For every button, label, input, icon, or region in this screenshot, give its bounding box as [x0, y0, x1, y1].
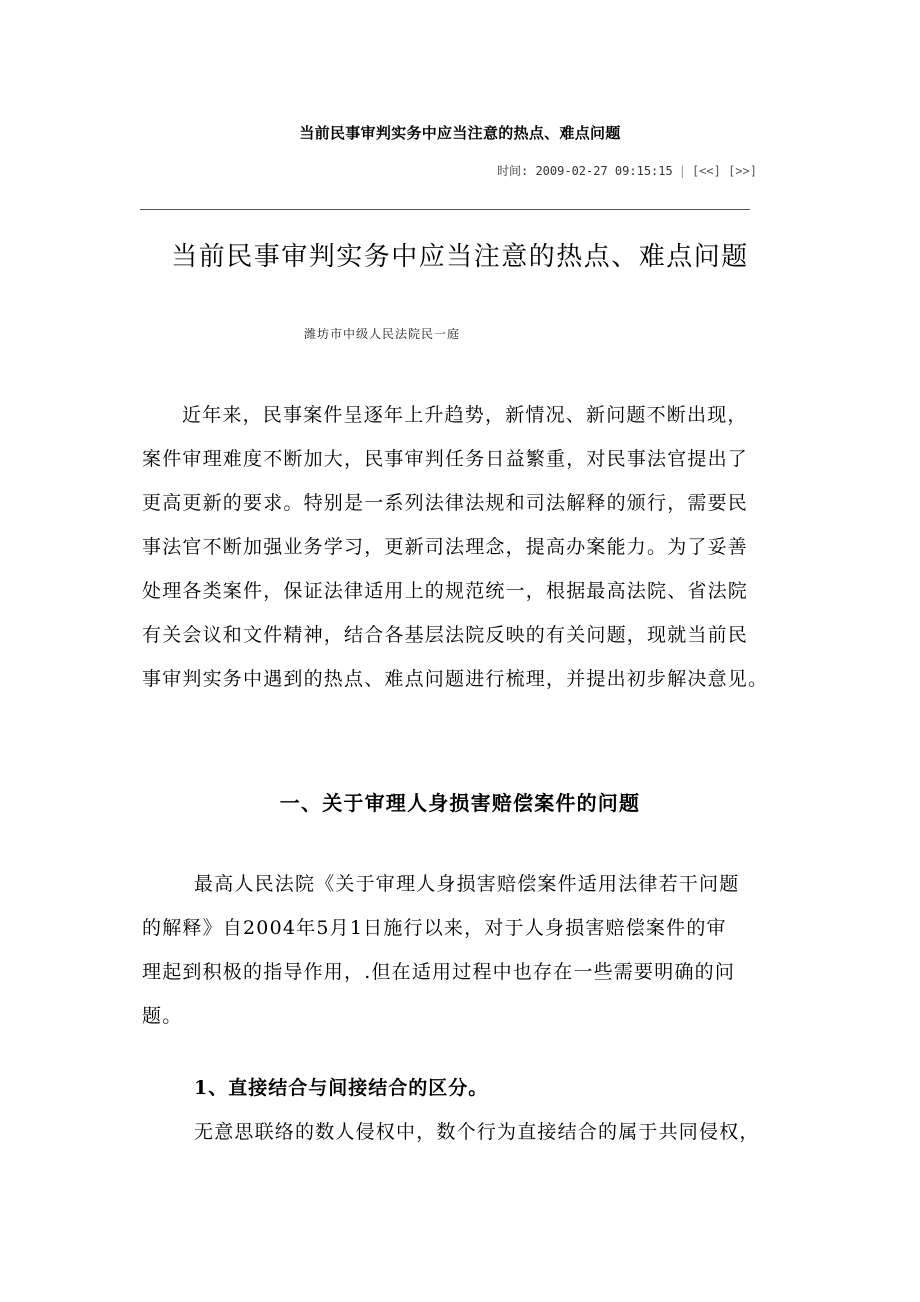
section-line: 最高人民法院《关于审理人身损害赔偿案件适用法律若干问题 — [194, 873, 740, 895]
intro-line: 有关会议和文件精神，结合各基层法院反映的有关问题，现就当前民 — [142, 624, 749, 646]
next-link[interactable]: [>>] — [728, 164, 757, 178]
post-meta — [497, 162, 757, 179]
header-title: 当前民事审判实务中应当注意的热点、难点问题 — [299, 124, 621, 142]
section-line: 题。 — [142, 1005, 183, 1027]
post-time: 时间: 2009-02-27 09:15:15 — [497, 164, 673, 178]
prev-link[interactable]: [<<] — [691, 164, 721, 178]
intro-line: 案件审理难度不断加大，民事审判任务日益繁重，对民事法官提出了 — [142, 448, 749, 470]
section-line: 的解释》自2004年5月1日施行以来，对于人身损害赔偿案件的审 — [142, 917, 727, 939]
section-heading: 一、关于审理人身损害赔偿案件的问题 — [279, 791, 641, 815]
article-author: 潍坊市中级人民法院民一庭 — [304, 327, 461, 341]
subsection-line: 无意思联络的数人侵权中，数个行为直接结合的属于共同侵权， — [194, 1121, 760, 1143]
meta-separator: | — [678, 164, 686, 178]
subsection-heading: 1、直接结合与间接结合的区分。 — [194, 1077, 489, 1099]
header-divider — [140, 209, 750, 210]
intro-line: 处理各类案件，保证法律适用上的规范统一，根据最高法院、省法院 — [142, 580, 749, 602]
intro-line: 近年来，民事案件呈逐年上升趋势，新情况、新问题不断出现， — [182, 404, 748, 426]
section-line: 理起到积极的指导作用，.但在适用过程中也存在一些需要明确的问 — [142, 961, 736, 983]
article-title: 当前民事审判实务中应当注意的热点、难点问题 — [171, 242, 749, 272]
intro-line: 事法官不断加强业务学习，更新司法理念，提高办案能力。为了妥善 — [142, 536, 749, 558]
intro-line: 事审判实务中遇到的热点、难点问题进行梳理，并提出初步解决意见。 — [142, 668, 769, 690]
intro-line: 更高更新的要求。特别是一系列法律法规和司法解释的颁行，需要民 — [142, 492, 749, 514]
